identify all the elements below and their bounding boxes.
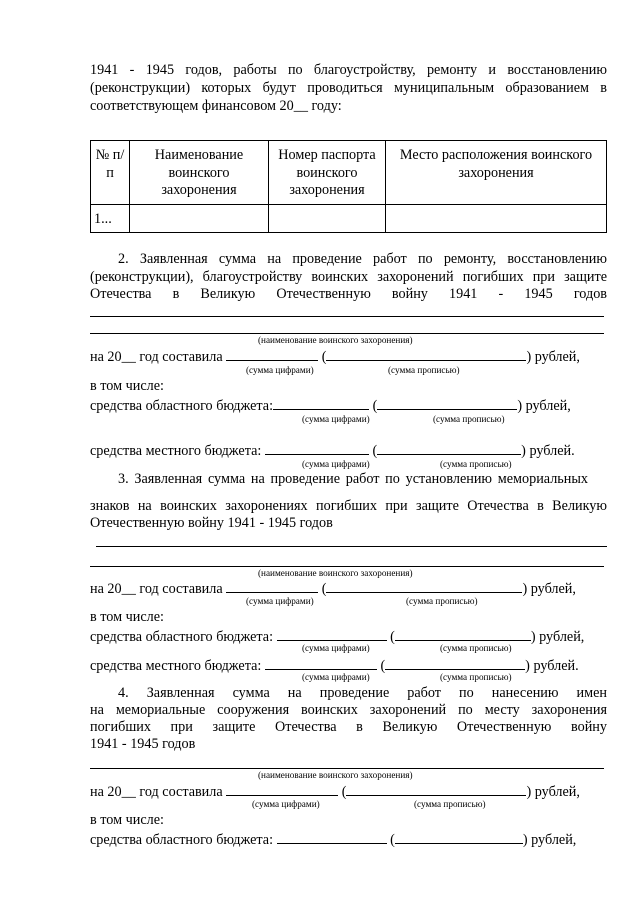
regional-digits-field[interactable] (273, 396, 369, 410)
section3-line-3: Отечественную войну 1941 - 1945 годов (90, 515, 333, 531)
amount-digits-field[interactable] (226, 782, 338, 796)
amount-words-field[interactable] (326, 347, 526, 361)
amount-digits-field[interactable] (226, 347, 318, 361)
section4-burial-line (90, 768, 604, 769)
section2-burial-line-1 (90, 316, 604, 317)
digits-caption: (сумма цифрами) (246, 365, 314, 375)
rubles-label: ) рублей, (522, 581, 576, 597)
words-caption: (сумма прописью) (440, 672, 512, 682)
local-label: средства местного бюджета: (90, 658, 262, 674)
section2-line-1: 2. Заявленная сумма на проведение работ по ремонту, восстановлению (118, 251, 607, 267)
section3-line-2: знаков на воинских захоронениях погибших при защите Отечества в Великую (90, 498, 607, 514)
burials-table (90, 140, 607, 233)
cell-number: 1... (91, 204, 130, 233)
section2-local-row (90, 441, 575, 461)
rubles-label: ) рублей, (526, 349, 580, 365)
open-paren: ( (321, 581, 327, 597)
digits-caption: (сумма цифрами) (246, 596, 314, 606)
regional-label: средства областного бюджета: (90, 629, 274, 645)
rubles-label: ) рублей. (521, 443, 575, 459)
regional-words-field[interactable] (395, 830, 523, 844)
open-paren: ( (372, 443, 378, 459)
intro-line-1: 1941 - 1945 годов, работы по благоустройству, ремонту и восстановлению (90, 62, 607, 78)
local-words-field[interactable] (377, 441, 521, 455)
section4-line-4: 1941 - 1945 годов (90, 736, 196, 752)
section4-line-1: 4. Заявленная сумма на проведение работ по нанесению имен (118, 685, 607, 701)
amount-digits-field[interactable] (226, 579, 318, 593)
section3-line-1: 3. Заявленная сумма на проведение работ по установлению мемориальных (118, 471, 588, 487)
digits-caption: (сумма цифрами) (302, 643, 370, 653)
table-header-row (91, 141, 607, 205)
section2-burial-caption: (наименование воинского захоронения) (258, 335, 413, 345)
regional-label: средства областного бюджета: (90, 398, 274, 414)
amount-words-field[interactable] (346, 782, 526, 796)
open-paren: ( (390, 629, 395, 645)
section4-regional-row (90, 830, 576, 850)
section2-regional-row (90, 396, 571, 416)
regional-digits-field[interactable] (277, 627, 387, 641)
cell-location (386, 204, 607, 233)
digits-caption: (сумма цифрами) (302, 459, 370, 469)
rubles-label: ) рублей, (517, 398, 571, 414)
open-paren: ( (390, 832, 395, 848)
section3-burial-line-1 (96, 546, 607, 547)
rubles-label: ) рублей, (530, 629, 585, 645)
regional-words-field[interactable] (377, 396, 517, 410)
section3-burial-caption: (наименование воинского захоронения) (258, 568, 413, 578)
digits-caption: (сумма цифрами) (302, 672, 370, 682)
header-passport: Номер паспорта воинского захоронения (269, 141, 386, 205)
local-label: средства местного бюджета: (90, 443, 262, 459)
regional-digits-field[interactable] (277, 830, 387, 844)
amount-prefix: на 20__ год составила (90, 581, 223, 597)
local-digits-field[interactable] (265, 656, 377, 670)
words-caption: (сумма прописью) (406, 596, 478, 606)
section3-burial-line-2 (90, 566, 604, 567)
section2-burial-line-2 (90, 333, 604, 334)
section2-line-2: (реконструкции), благоустройству воинских захоронений погибших при защите (90, 269, 607, 285)
regional-label: средства областного бюджета: (90, 832, 274, 848)
words-caption: (сумма прописью) (414, 799, 486, 809)
words-caption: (сумма прописью) (388, 365, 460, 375)
open-paren: ( (380, 658, 386, 674)
section3-total-row (90, 579, 576, 599)
words-caption: (сумма прописью) (433, 414, 505, 424)
header-number: № п/п (91, 141, 130, 205)
rubles-label: ) рублей, (526, 784, 580, 800)
words-caption: (сумма прописью) (440, 459, 512, 469)
including-label: в том числе: (90, 812, 164, 828)
intro-line-2: (реконструкции) которых будут проводиться муниципальным образованием в (90, 80, 607, 96)
rubles-label: ) рублей, (522, 832, 577, 848)
amount-prefix: на 20__ год составила (90, 349, 223, 365)
local-digits-field[interactable] (265, 441, 369, 455)
rubles-label: ) рублей. (525, 658, 579, 674)
header-location: Место расположения воинского захоронения (386, 141, 607, 205)
including-label: в том числе: (90, 609, 164, 625)
amount-prefix: на 20__ год составила (90, 784, 223, 800)
digits-caption: (сумма цифрами) (252, 799, 320, 809)
regional-words-field[interactable] (395, 627, 531, 641)
including-label: в том числе: (90, 378, 164, 394)
section4-line-2: на мемориальные сооружения воинских захоронений по месту захоронения (90, 702, 607, 718)
local-words-field[interactable] (385, 656, 525, 670)
open-paren: ( (341, 784, 347, 800)
words-caption: (сумма прописью) (440, 643, 512, 653)
digits-caption: (сумма цифрами) (302, 414, 370, 424)
table-row (91, 204, 607, 233)
open-paren: ( (372, 398, 378, 414)
intro-line-3: соответствующем финансовом 20__ году: (90, 98, 342, 114)
open-paren: ( (321, 349, 327, 365)
header-name: Наименование воинского захоронения (130, 141, 269, 205)
section2-line-3: Отечества в Великую Отечественную войну 1941 - 1945 годов (90, 286, 607, 302)
amount-words-field[interactable] (326, 579, 522, 593)
section2-total-row (90, 347, 580, 367)
cell-passport (269, 204, 386, 233)
section4-burial-caption: (наименование воинского захоронения) (258, 770, 413, 780)
cell-name (130, 204, 269, 233)
section4-total-row (90, 782, 580, 802)
section4-line-3: погибших при защите Отечества в Великую Отечественную войну (90, 719, 607, 735)
